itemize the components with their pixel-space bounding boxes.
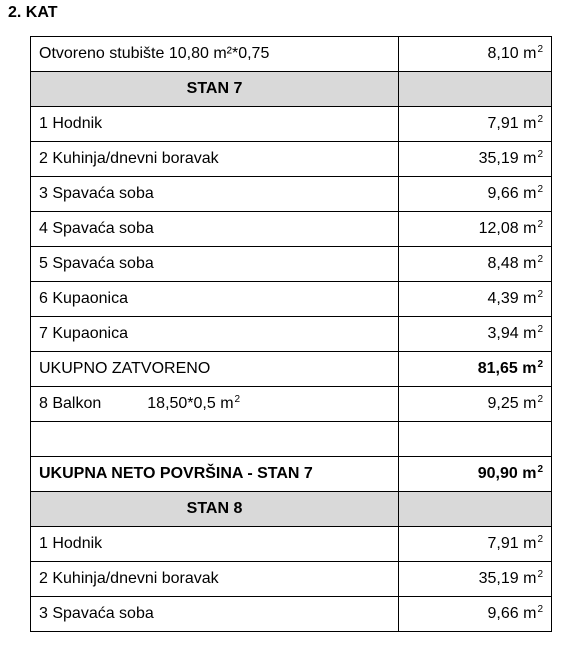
room-name: STAN 8 [186, 500, 243, 517]
unit-exponent: 2 [537, 149, 543, 160]
unit-exponent: 2 [234, 394, 241, 405]
table-row [31, 422, 552, 457]
area-value: 35,19 m [478, 570, 537, 587]
table-row [31, 177, 552, 212]
room-name: 4 Spavaća soba [39, 220, 154, 237]
unit-exponent: 2 [537, 394, 543, 405]
table-row [31, 212, 552, 247]
room-name-cell [31, 177, 399, 212]
area-value: 4,39 m [487, 290, 537, 307]
unit-exponent: 2 [537, 114, 543, 125]
table-row [31, 457, 552, 492]
unit-exponent: 2 [537, 219, 543, 230]
room-name-cell [31, 37, 399, 72]
room-name-cell [31, 317, 399, 352]
section-row [31, 492, 552, 527]
area-table [30, 36, 552, 632]
table-row [31, 37, 552, 72]
area-value-cell [399, 457, 552, 492]
section-row [31, 72, 552, 107]
area-value-cell [399, 562, 552, 597]
area-value: 35,19 m [478, 150, 537, 167]
area-value-cell [399, 527, 552, 562]
room-name-cell [31, 527, 399, 562]
room-name-cell [31, 212, 399, 247]
room-name-cell [31, 142, 399, 177]
balcony-calculation [147, 395, 240, 413]
room-name: STAN 7 [186, 80, 243, 97]
table-row [31, 142, 552, 177]
area-value-cell [399, 422, 552, 457]
table-row [31, 527, 552, 562]
table-row [31, 107, 552, 142]
room-name: 5 Spavaća soba [39, 255, 154, 272]
balcony-calculation-text: 18,50*0,5 m [147, 395, 234, 412]
room-name-cell [31, 422, 399, 457]
unit-exponent: 2 [537, 324, 543, 335]
unit-exponent: 2 [537, 44, 543, 55]
table-row [31, 352, 552, 387]
area-value-cell [399, 247, 552, 282]
area-value-cell [399, 37, 552, 72]
unit-exponent: 2 [537, 604, 543, 615]
area-value-cell [399, 492, 552, 527]
unit-exponent: 2 [537, 464, 543, 475]
room-name: 3 Spavaća soba [39, 605, 154, 622]
area-value: 7,91 m [487, 115, 537, 132]
area-value: 8,48 m [487, 255, 537, 272]
room-name-cell [31, 457, 399, 492]
room-name-cell [31, 107, 399, 142]
table-row [31, 562, 552, 597]
area-value-cell [399, 107, 552, 142]
floor-heading: 2. KAT [8, 4, 58, 21]
room-name: UKUPNO ZATVORENO [39, 360, 211, 377]
room-name-cell [31, 72, 399, 107]
area-value: 7,91 m [487, 535, 537, 552]
area-value-cell [399, 352, 552, 387]
table-row [31, 247, 552, 282]
room-name-cell [31, 282, 399, 317]
area-value: 12,08 m [478, 220, 537, 237]
area-value: 9,25 m [487, 395, 537, 412]
unit-exponent: 2 [537, 359, 543, 370]
room-name-cell [31, 597, 399, 632]
room-name-cell [31, 352, 399, 387]
area-value: 81,65 m [477, 360, 537, 377]
room-name: 2 Kuhinja/dnevni boravak [39, 150, 219, 167]
area-value-cell [399, 282, 552, 317]
area-value: 90,90 m [477, 465, 537, 482]
table-row [31, 282, 552, 317]
area-value: 9,66 m [487, 605, 537, 622]
room-name: 6 Kupaonica [39, 290, 128, 307]
room-name-cell [31, 387, 399, 422]
unit-exponent: 2 [537, 569, 543, 580]
room-name: Otvoreno stubište 10,80 m²*0,75 [39, 45, 270, 62]
room-name: 7 Kupaonica [39, 325, 128, 342]
room-name: 1 Hodnik [39, 535, 103, 552]
unit-exponent: 2 [537, 254, 543, 265]
room-name: 8 Balkon [39, 395, 102, 412]
unit-exponent: 2 [537, 534, 543, 545]
area-value: 9,66 m [487, 185, 537, 202]
area-value-cell [399, 387, 552, 422]
room-name: UKUPNA NETO POVRŠINA - STAN 7 [39, 465, 313, 482]
area-value-cell [399, 597, 552, 632]
room-name: 2 Kuhinja/dnevni boravak [39, 570, 219, 587]
table-row [31, 387, 552, 422]
room-name: 1 Hodnik [39, 115, 103, 132]
area-value: 3,94 m [487, 325, 537, 342]
area-value-cell [399, 72, 552, 107]
area-value: 8,10 m [487, 45, 537, 62]
room-name: 3 Spavaća soba [39, 185, 154, 202]
area-value-cell [399, 317, 552, 352]
room-name-cell [31, 247, 399, 282]
unit-exponent: 2 [537, 184, 543, 195]
area-value-cell [399, 212, 552, 247]
room-name-cell [31, 562, 399, 597]
area-value-cell [399, 142, 552, 177]
unit-exponent: 2 [537, 289, 543, 300]
area-value-cell [399, 177, 552, 212]
table-row [31, 597, 552, 632]
table-row [31, 317, 552, 352]
room-name-cell [31, 492, 399, 527]
